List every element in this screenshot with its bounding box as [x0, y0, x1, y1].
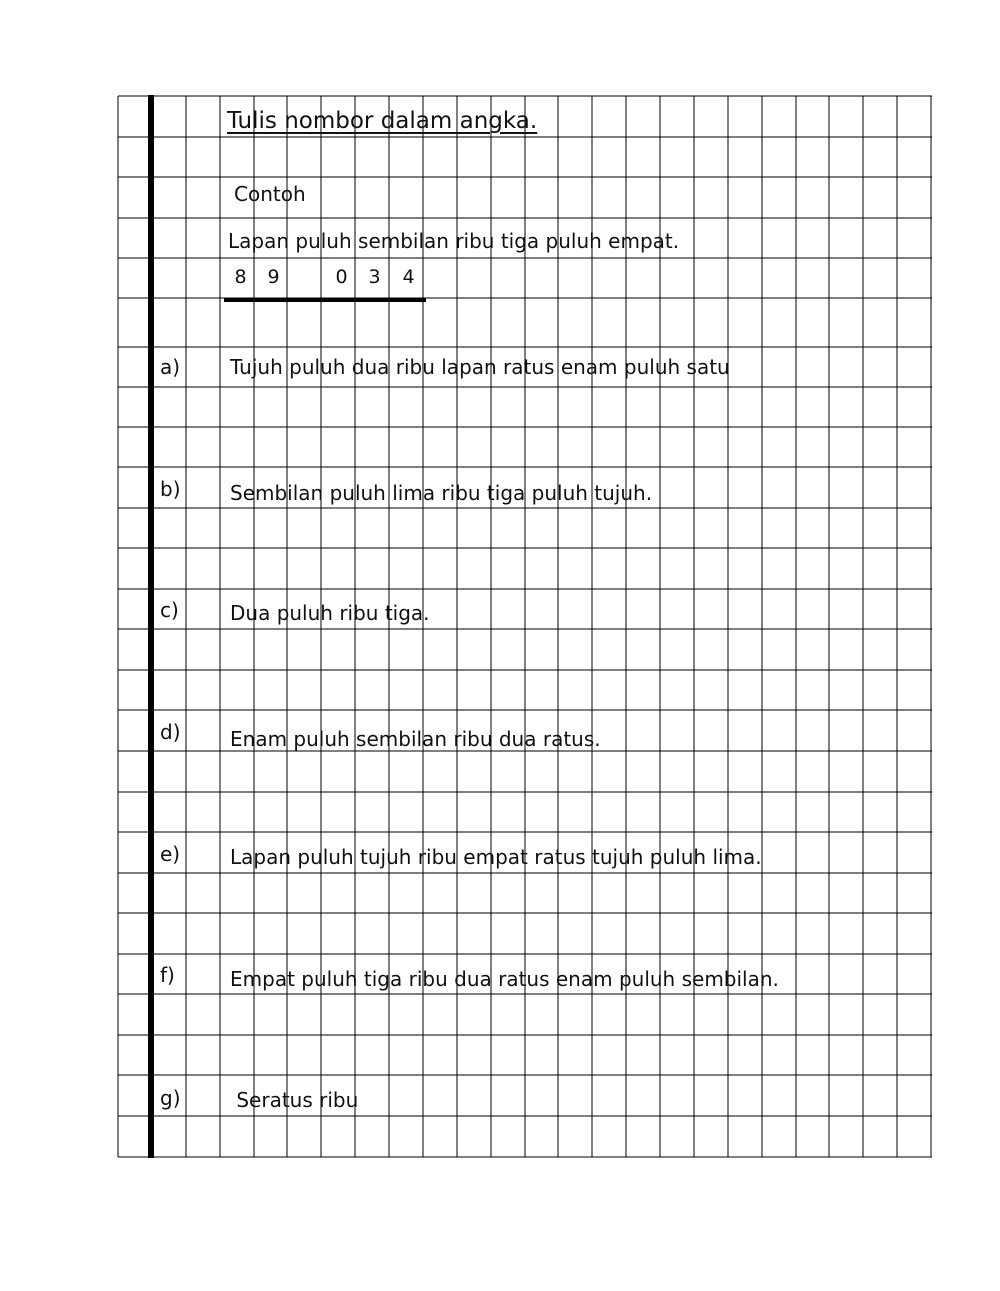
example-digit-5: 3 [368, 266, 381, 288]
question-a-text: Tujuh puluh dua ribu lapan ratus enam puluh satu [230, 355, 730, 379]
question-g-text: Seratus ribu [230, 1088, 359, 1112]
worksheet-title: Tulis nombor dalam angka. [227, 108, 538, 134]
question-e-label: e) [160, 842, 181, 866]
question-c-text: Dua puluh ribu tiga. [230, 601, 430, 625]
question-d-text: Enam puluh sembilan ribu dua ratus. [230, 727, 601, 751]
question-f-text: Empat puluh tiga ribu dua ratus enam puluh sembilan. [230, 967, 779, 991]
example-digit-1: 8 [234, 266, 247, 288]
example-text: Lapan puluh sembilan ribu tiga puluh empat. [228, 229, 680, 253]
question-b-label: b) [160, 477, 181, 501]
example-digit-4: 0 [335, 266, 348, 288]
question-g-label: g) [160, 1086, 181, 1110]
question-b-text: Sembilan puluh lima ribu tiga puluh tujuh. [230, 481, 653, 505]
question-e-text: Lapan puluh tujuh ribu empat ratus tujuh puluh lima. [230, 845, 762, 869]
example-digit-2: 9 [267, 266, 280, 288]
question-a-label: a) [160, 355, 181, 379]
question-c-label: c) [160, 598, 179, 622]
question-f-label: f) [160, 963, 175, 987]
example-digit-6: 4 [402, 266, 415, 288]
example-label: Contoh [234, 182, 306, 206]
question-d-label: d) [160, 720, 181, 744]
